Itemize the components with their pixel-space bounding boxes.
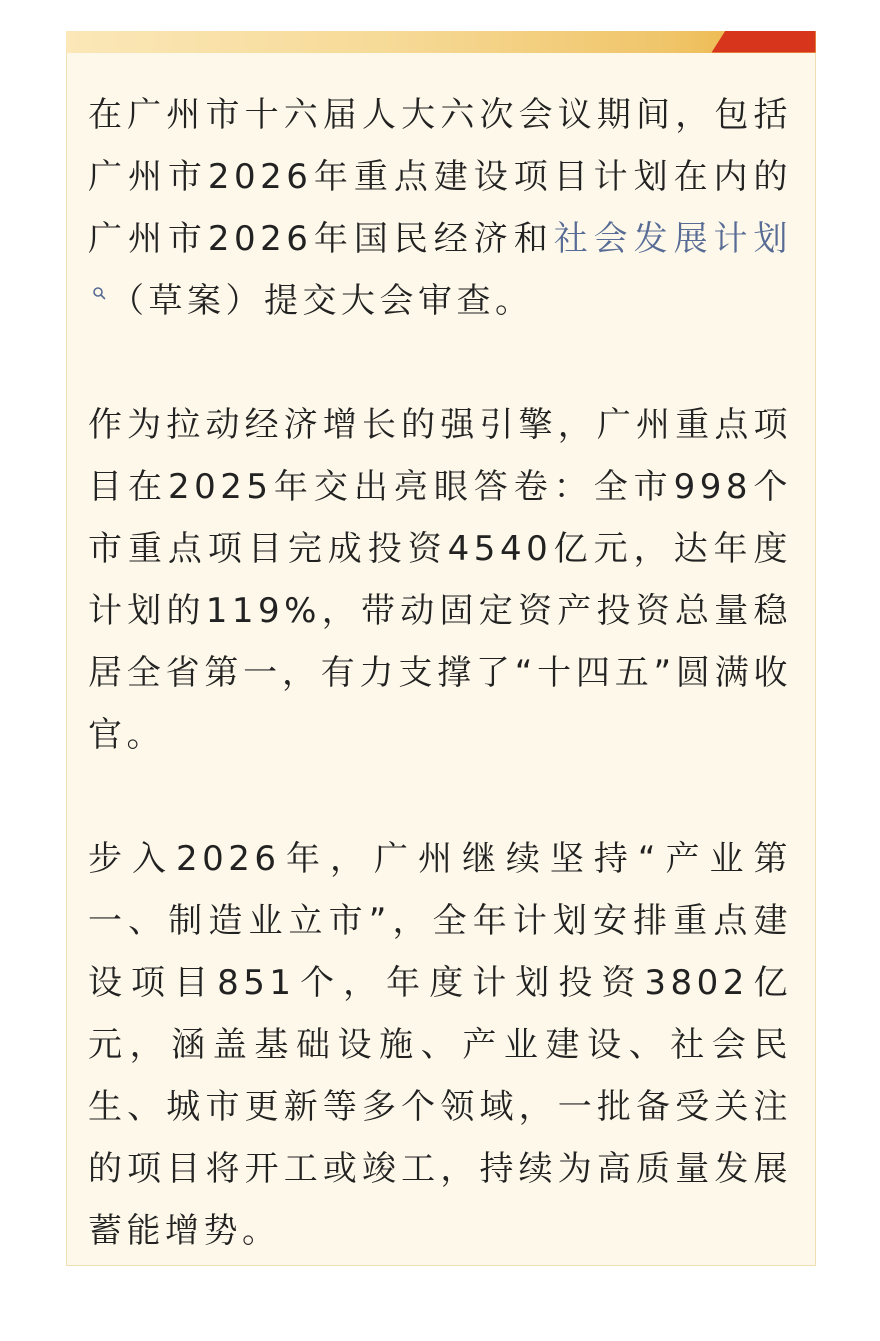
article-card xyxy=(66,31,816,1266)
decorative-top-bar xyxy=(66,31,816,53)
link-text[interactable]: 社会发展计划 xyxy=(553,219,793,259)
paragraph-1-tail: （草案）提交大会审查。 xyxy=(110,281,534,321)
search-icon[interactable] xyxy=(92,286,106,300)
paragraph-3: 步入2026年，广州继续坚持“产业第一、制造业立市”，全年计划安排重点建设项目851个，年度计划投资3802亿元，涵盖基础设施、产业建设、社会民生、城市更新等多个领域，一批备受关注的项目将开工或竣工，持续为高质量发展蓄能增势。 xyxy=(88,839,792,1251)
article-content xyxy=(88,84,792,1262)
red-accent-tab xyxy=(712,31,816,53)
paragraph-2: 作为拉动经济增长的强引擎，广州重点项目在2025年交出亮眼答卷：全市998个市重点项目完成投资4540亿元，达年度计划的119%，带动固定资产投资总量稳居全省第一，有力支撑了“十四五”圆满收官。 xyxy=(88,405,792,755)
paragraph-1 xyxy=(88,84,792,332)
paragraph-1-lead: 在广州市十六届人大六次会议期间，包括广州市2026年重点建设项目计划在内的广州市2026年国民经济和 xyxy=(88,95,792,259)
